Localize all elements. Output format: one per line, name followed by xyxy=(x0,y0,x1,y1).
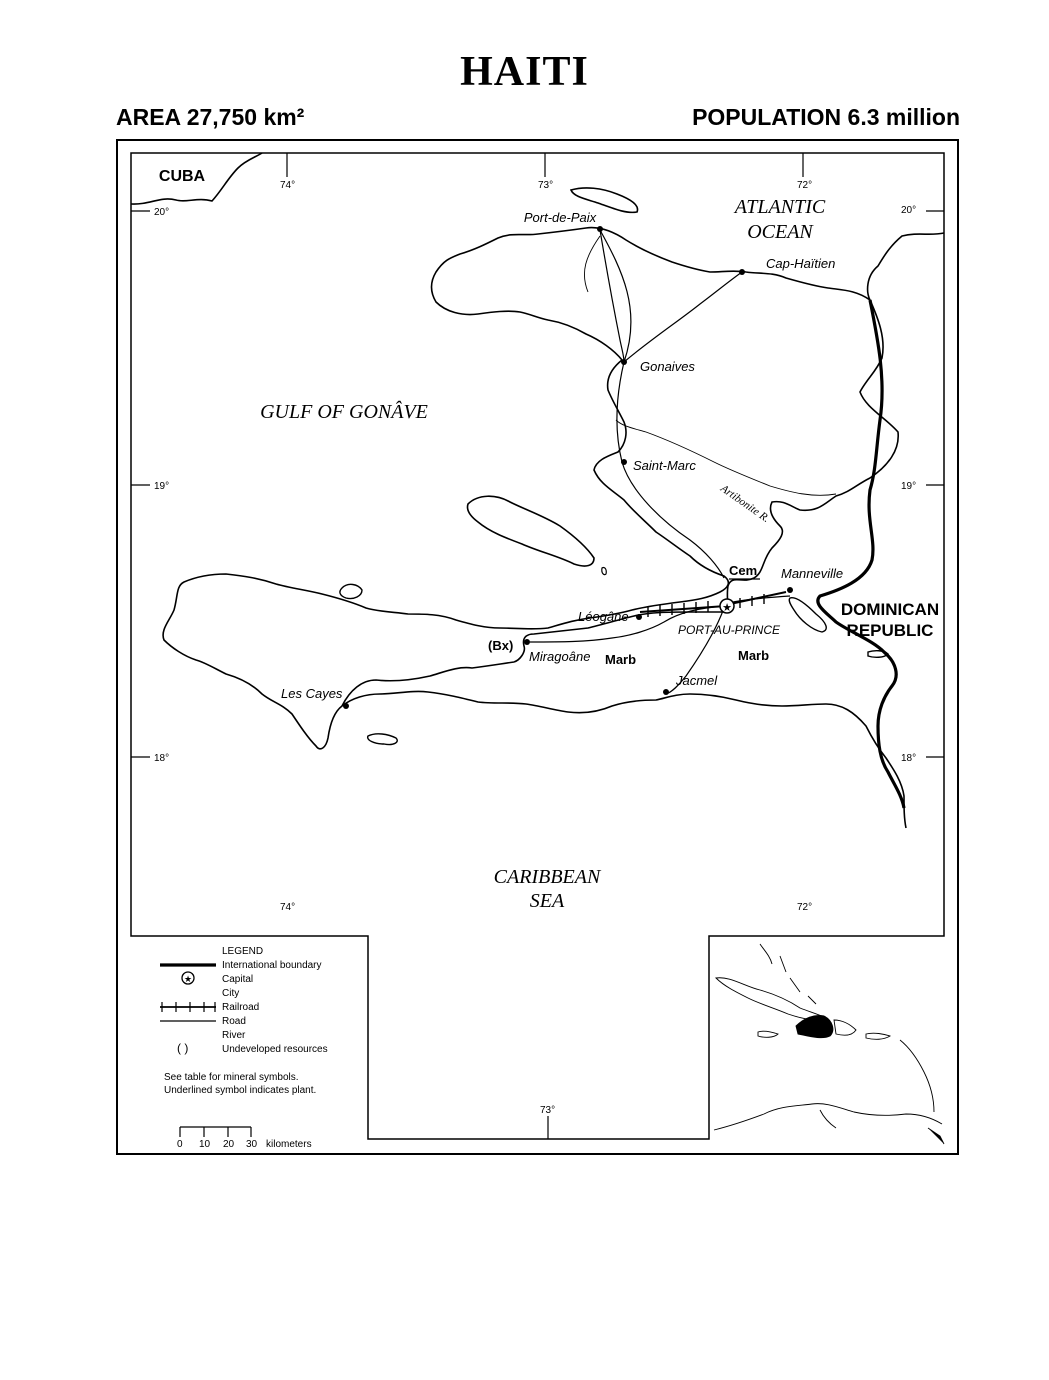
cayemites-island xyxy=(340,584,362,598)
map-title: HAITI xyxy=(460,49,589,95)
legend-item-railroad: Railroad xyxy=(222,1002,260,1013)
saint-marc-dot xyxy=(621,459,627,465)
caribbean-label-2: SEA xyxy=(529,890,565,912)
scale-tick-20: 20 xyxy=(223,1139,235,1150)
port-de-paix-dot xyxy=(597,226,603,232)
marb-label-1: Marb xyxy=(605,652,637,667)
tortuga-island xyxy=(571,188,638,212)
miragoane-label: Miragoâne xyxy=(529,649,591,664)
capital-symbol xyxy=(720,599,734,614)
lon-73-label-south: 73° xyxy=(540,1105,556,1116)
lon-74-label: 74° xyxy=(280,180,296,191)
manneville-label: Manneville xyxy=(781,566,844,581)
dominican-label-1: DOMINICAN xyxy=(840,600,940,619)
jacmel-label: Jacmel xyxy=(676,673,718,688)
lat-19-label-west: 19° xyxy=(154,481,170,492)
cuba-label: CUBA xyxy=(158,168,206,185)
legend-item-boundary: International boundary xyxy=(222,960,322,971)
les-cayes-dot xyxy=(343,703,349,709)
inset-haiti-highlight xyxy=(796,1015,833,1037)
haiti-south-coast xyxy=(342,691,906,828)
lat-18-label-east: 18° xyxy=(901,753,917,764)
lon-74-label-south: 74° xyxy=(280,902,296,913)
scale-unit-label: kilometers xyxy=(266,1139,312,1150)
lat-19-label-east: 19° xyxy=(901,481,917,492)
legend-title: LEGEND xyxy=(222,946,264,957)
miragoane-dot xyxy=(524,639,530,645)
scale-bar xyxy=(177,1127,312,1150)
leogane-label: Léogâne xyxy=(578,609,629,624)
svg-text:★: ★ xyxy=(722,601,732,614)
gulf-label: GULF OF GONÂVE xyxy=(260,401,428,423)
small-island-gulf xyxy=(602,567,606,574)
cap-haitien-label: Cap-Haïtien xyxy=(766,256,836,271)
artibonite-river-label: Artibonite R. xyxy=(718,482,772,526)
vache-island xyxy=(368,734,398,745)
scale-tick-10: 10 xyxy=(199,1139,211,1150)
legend-capital-star-icon: ★ xyxy=(183,975,193,985)
legend-item-capital: Capital xyxy=(222,974,254,985)
atlantic-label-1: ATLANTIC xyxy=(734,196,826,218)
population-label: POPULATION 6.3 million xyxy=(692,104,960,130)
gonave-island xyxy=(467,496,594,566)
lat-20-label-west: 20° xyxy=(154,207,170,218)
lat-18-label-west: 18° xyxy=(154,753,170,764)
les-cayes-label: Les Cayes xyxy=(281,686,343,701)
scale-tick-0: 0 xyxy=(177,1139,183,1150)
cem-label: Cem xyxy=(729,563,758,578)
lake-azuei xyxy=(789,598,826,632)
lon-73-label: 73° xyxy=(538,180,554,191)
jacmel-dot xyxy=(663,689,669,695)
scale-tick-30: 30 xyxy=(246,1139,258,1150)
graticule-ticks xyxy=(131,153,944,1139)
legend-item-city: City xyxy=(222,988,240,999)
port-au-prince-label: PORT-AU-PRINCE xyxy=(678,623,781,637)
legend-item-resources: Undeveloped resources xyxy=(222,1044,328,1055)
lon-72-label-south: 72° xyxy=(797,902,813,913)
legend-note-1: See table for mineral symbols. xyxy=(164,1072,299,1083)
inset-locator-map xyxy=(714,944,944,1144)
marb-label-2: Marb xyxy=(738,648,770,663)
saint-marc-label: Saint-Marc xyxy=(633,458,696,473)
port-de-paix-label: Port-de-Paix xyxy=(523,210,597,225)
bx-label: (Bx) xyxy=(488,638,514,653)
legend xyxy=(160,946,328,1150)
caribbean-label-1: CARIBBEAN xyxy=(493,866,601,888)
gonaives-label: Gonaives xyxy=(640,359,695,374)
atlantic-label-2: OCEAN xyxy=(747,221,813,243)
legend-item-river: River xyxy=(222,1030,246,1041)
cap-haitien-dot xyxy=(739,269,745,275)
leogane-dot xyxy=(636,614,642,620)
legend-note-2: Underlined symbol indicates plant. xyxy=(164,1085,317,1096)
hispaniola-coast xyxy=(163,228,944,749)
international-boundary xyxy=(818,300,904,808)
area-label: AREA 27,750 km² xyxy=(116,104,305,130)
legend-item-road: Road xyxy=(222,1016,246,1027)
lat-20-label-east: 20° xyxy=(901,205,917,216)
legend-paren-symbol: ( ) xyxy=(177,1041,189,1055)
dominican-label-2: REPUBLIC xyxy=(846,621,934,640)
gonaives-dot xyxy=(621,359,627,365)
inner-neatline xyxy=(131,153,944,1139)
lon-72-label: 72° xyxy=(797,180,813,191)
manneville-dot xyxy=(787,587,793,593)
